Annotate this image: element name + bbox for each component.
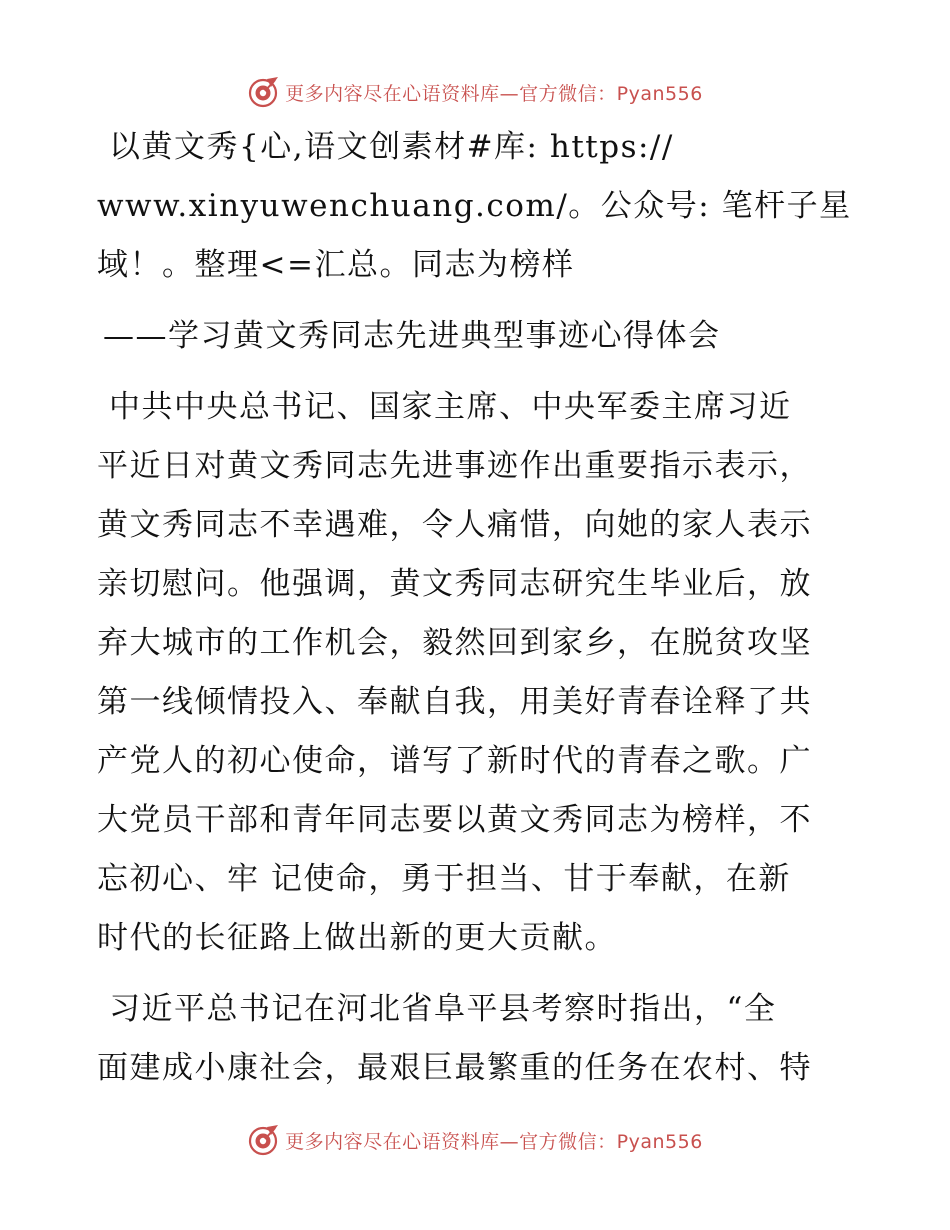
quill-logo-icon — [247, 75, 281, 109]
paragraph-line: 大党员干部和青年同志要以黄文秀同志为榜样，不 — [97, 802, 812, 838]
subtitle: ——学习黄文秀同志先进典型事迹心得体会 — [103, 318, 721, 354]
paragraph-line: 时代的长征路上做出新的更大贡献。 — [97, 920, 617, 956]
paragraph-line: 黄文秀同志不幸遇难，令人痛惜，向她的家人表示 — [97, 507, 812, 543]
paragraph-line: 第一线倾情投入、奉献自我，用美好青春诠释了共 — [97, 684, 812, 720]
document-body — [97, 118, 857, 1098]
paragraph-line: 产党人的初心使命，谱写了新时代的青春之歌。广 — [97, 743, 812, 779]
paragraph-line: 面建成小康社会，最艰巨最繁重的任务在农村、特 — [97, 1050, 812, 1086]
paragraph-line: 忘初心、牢 记使命，勇于担当、甘于奉献，在新 — [97, 861, 791, 897]
footer-banner-text: 更多内容尽在心语资料库—官方微信：Pyan556 — [285, 1130, 703, 1153]
header-banner-text: 更多内容尽在心语资料库—官方微信：Pyan556 — [285, 82, 703, 105]
paragraph-line: 习近平总书记在河北省阜平县考察时指出，“全 — [109, 991, 777, 1027]
footer-banner — [0, 1120, 950, 1160]
intro-line: 以黄文秀{心,语文创素材#库: https:// — [109, 129, 674, 165]
paragraph-line: 平近日对黄文秀同志先进事迹作出重要指示表示， — [97, 448, 812, 484]
paragraph-line: 亲切慰问。他强调，黄文秀同志研究生毕业后，放 — [97, 566, 812, 602]
header-banner — [0, 72, 950, 112]
intro-line: 域！。整理<=汇总。同志为榜样 — [97, 247, 575, 283]
quill-logo-icon — [247, 1123, 281, 1157]
intro-line: www.xinyuwenchuang.com/。公众号: 笔杆子星 — [97, 188, 852, 224]
paragraph-line: 弃大城市的工作机会，毅然回到家乡，在脱贫攻坚 — [97, 625, 812, 661]
paragraph-line: 中共中央总书记、国家主席、中央军委主席习近 — [109, 389, 792, 425]
